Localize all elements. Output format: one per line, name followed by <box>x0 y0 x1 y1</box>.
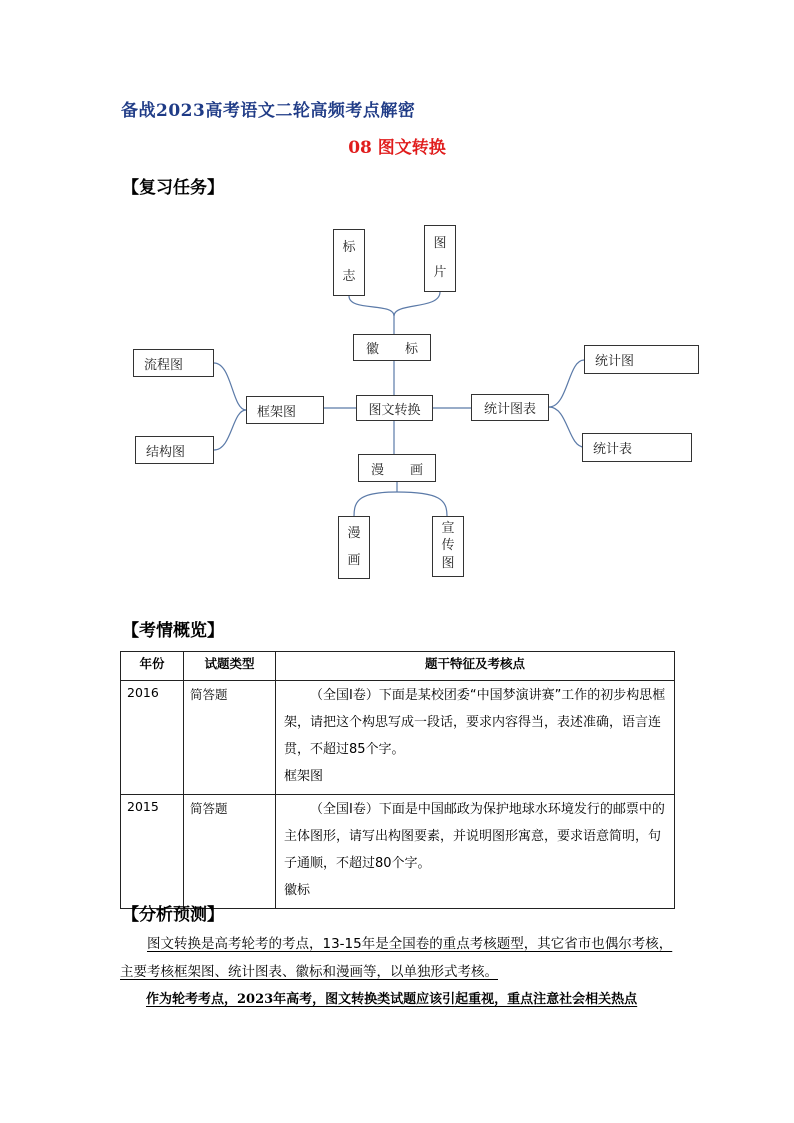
node-statistical-charts: 统计图表 <box>471 394 549 421</box>
emblem-child-picture <box>424 225 456 292</box>
row-description <box>276 681 675 795</box>
emblem-child-sign <box>333 229 365 296</box>
node-emblem: 徽 标 <box>353 334 431 361</box>
comic-child-poster-char-2: 传 <box>441 538 455 554</box>
node-structure-chart: 结构图 <box>135 436 214 464</box>
row-tag: 框架图 <box>284 769 324 784</box>
comic-child-cartoon <box>338 516 370 579</box>
emblem-child-picture-char-2: 片 <box>433 264 447 280</box>
table-row <box>121 681 675 795</box>
row-type: 简答题 <box>184 795 276 909</box>
node-statistical-table: 统计表 <box>582 433 692 462</box>
analysis-paragraph-2-text: 作为轮考考点，2023年高考，图文转换类试题应该引起重视，重点注意社会相关热点 <box>146 992 638 1007</box>
section-analysis-heading: 【分析预测】 <box>122 905 224 925</box>
comic-child-poster <box>432 516 464 577</box>
header-year: 年份 <box>121 652 184 681</box>
document-title: 备战2023高考语文二轮高频考点解密 <box>121 101 416 121</box>
header-question-type: 试题类型 <box>184 652 276 681</box>
row-year: 2016 <box>121 681 184 795</box>
analysis-paragraph-1 <box>120 930 676 986</box>
section-overview-heading: 【考情概览】 <box>122 621 224 641</box>
row-tag: 徽标 <box>284 883 311 898</box>
comic-child-cartoon-char-1: 漫 <box>347 526 361 542</box>
node-comic: 漫 画 <box>358 454 436 482</box>
analysis-paragraph-2 <box>120 986 676 1014</box>
table-row <box>121 795 675 909</box>
comic-child-cartoon-char-2: 画 <box>347 552 361 568</box>
chapter-title: 08 图文转换 <box>348 138 446 158</box>
analysis-paragraph-1-text: 图文转换是高考轮考的考点，13-15年是全国卷的重点考核题型，其它省市也偶尔考核，主要考核框架图、统计图表、徽标和漫画等，以单独形式考核。 <box>120 936 673 980</box>
emblem-child-sign-char-1: 标 <box>342 240 356 256</box>
header-features: 题干特征及考核点 <box>276 652 675 681</box>
row-description-text: （全国Ⅰ卷）下面是中国邮政为保护地球水环境发行的邮票中的主体图形，请写出构图要素，并说明图形寓意，要求语意简明，句子通顺，不超过80个字。 <box>284 802 665 871</box>
node-flowchart: 流程图 <box>133 349 214 377</box>
exam-overview-table <box>120 651 675 909</box>
section-review-heading: 【复习任务】 <box>122 178 224 198</box>
node-center-image-text-conversion: 图文转换 <box>356 395 433 421</box>
node-statistical-graph: 统计图 <box>584 345 699 374</box>
comic-child-poster-char-3: 图 <box>441 555 455 571</box>
emblem-child-picture-char-1: 图 <box>433 236 447 252</box>
comic-child-poster-char-1: 宣 <box>441 520 455 536</box>
row-year: 2015 <box>121 795 184 909</box>
table-header-row <box>121 652 675 681</box>
row-description-text: （全国Ⅰ卷）下面是某校团委“中国梦演讲赛”工作的初步构思框架，请把这个构思写成一段话，要求内容得当，表述准确，语言连贯，不超过85个字。 <box>284 688 666 757</box>
row-description <box>276 795 675 909</box>
node-framework: 框架图 <box>246 396 324 424</box>
row-type: 简答题 <box>184 681 276 795</box>
emblem-child-sign-char-2: 志 <box>342 268 356 284</box>
